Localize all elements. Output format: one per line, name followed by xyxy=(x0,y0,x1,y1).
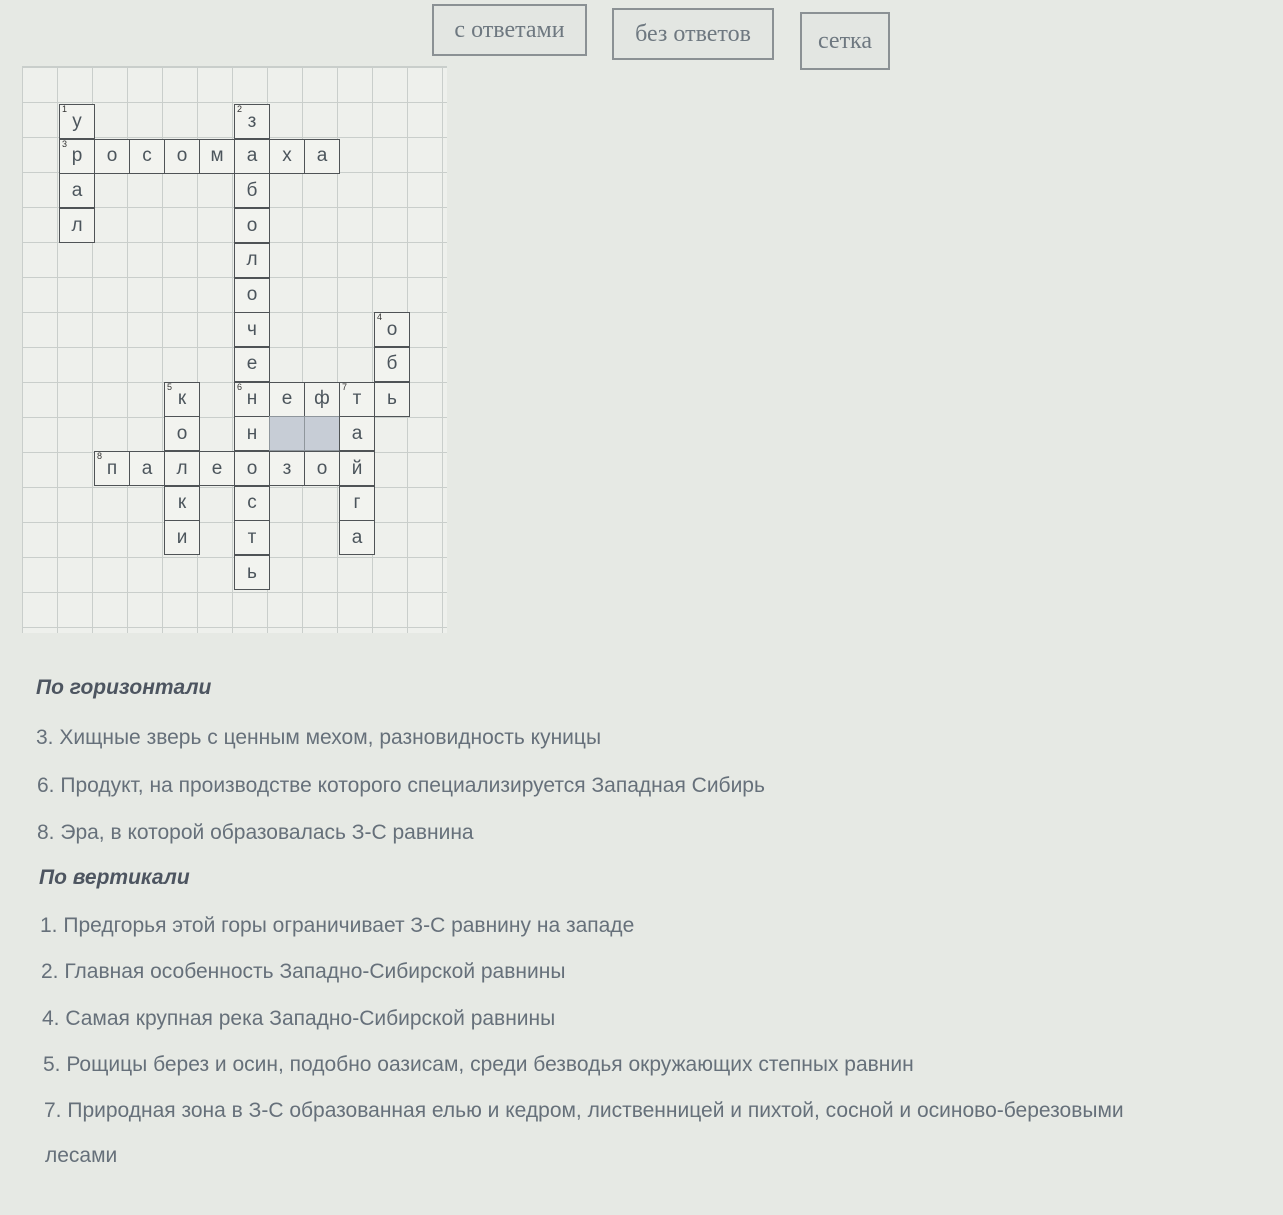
cell-letter: е xyxy=(281,388,293,410)
cell-letter: ь xyxy=(247,561,257,583)
crossword-grid xyxy=(22,66,447,633)
clue-across-3: 3. Хищные зверь с ценным мехом, разновидность куницы xyxy=(36,726,602,749)
cell-letter: и xyxy=(176,526,188,548)
cell-letter: н xyxy=(246,422,258,444)
crossword-cell[interactable] xyxy=(234,555,270,590)
crossword-cell[interactable] xyxy=(339,451,375,486)
crossword-cell[interactable] xyxy=(339,520,375,555)
crossword-cell[interactable] xyxy=(164,486,200,521)
cell-letter: о xyxy=(246,214,258,236)
cell-letter: о xyxy=(176,422,188,444)
clue-down-1: 1. Предгорья этой горы ограничивает З-С равнину на западе xyxy=(40,914,635,937)
cell-letter: л xyxy=(71,214,83,236)
cell-letter: п xyxy=(106,457,118,479)
cell-letter: с xyxy=(142,145,152,167)
cell-letter: а xyxy=(351,526,363,548)
clue-across-8: 8. Эра, в которой образовалась З-С равнина xyxy=(37,821,474,844)
crossword-cell[interactable] xyxy=(199,451,235,486)
crossword-cell[interactable] xyxy=(59,104,95,139)
cell-letter: о xyxy=(246,284,258,305)
crossword-cell[interactable] xyxy=(304,382,340,417)
clue-down-2: 2. Главная особенность Западно-Сибирской равнины xyxy=(41,960,566,983)
crossword-cell[interactable] xyxy=(234,173,270,208)
crossword-cell[interactable] xyxy=(339,416,375,451)
cell-letter: а xyxy=(71,179,83,201)
cell-letter: й xyxy=(351,457,363,479)
crossword-cell[interactable] xyxy=(269,139,305,174)
cell-letter: з xyxy=(247,110,257,132)
crossword-cell[interactable] xyxy=(199,139,235,174)
cell-letter: а xyxy=(351,422,363,444)
crossword-cell[interactable] xyxy=(164,451,200,486)
crossword-cell[interactable] xyxy=(234,278,270,313)
crossword-cell[interactable] xyxy=(164,416,200,451)
cell-letter: с xyxy=(247,492,257,514)
cell-letter: е xyxy=(246,353,258,375)
crossword-cell[interactable] xyxy=(304,451,340,486)
cell-letter: г xyxy=(353,492,361,514)
cell-letter: о xyxy=(386,318,398,340)
crossword-cell[interactable] xyxy=(59,139,95,174)
crossword-cell[interactable] xyxy=(374,312,410,347)
cell-letter: о xyxy=(176,145,188,167)
crossword-cell[interactable] xyxy=(129,451,165,486)
crossword-cell[interactable] xyxy=(339,382,375,417)
clue-down-4: 4. Самая крупная река Западно-Сибирской равнины xyxy=(42,1007,556,1030)
crossword-cell[interactable] xyxy=(269,382,305,417)
without-answers-button[interactable]: без ответов xyxy=(612,8,774,60)
cell-letter: б xyxy=(246,179,258,201)
clue-number: 5 xyxy=(167,381,173,392)
clue-down-7: 7. Природная зона в З-С образованная елью и кедром, лиственницей и пихтой, сосной и осиново-березовыми xyxy=(44,1099,1124,1122)
cell-letter: л xyxy=(246,249,258,271)
crossword-cell[interactable] xyxy=(374,382,410,417)
cell-letter: о xyxy=(246,457,258,479)
crossword-cell[interactable] xyxy=(234,243,270,278)
cell-letter: л xyxy=(176,457,188,479)
down-heading: По вертикали xyxy=(39,866,190,889)
cell-letter: ь xyxy=(387,388,397,410)
cell-letter: а xyxy=(316,145,328,167)
crossword-cell[interactable] xyxy=(94,139,130,174)
cell-letter: н xyxy=(246,388,258,410)
crossword-cell[interactable] xyxy=(164,382,200,417)
cell-letter: т xyxy=(247,526,257,548)
cell-letter: к xyxy=(177,492,187,514)
clue-number: 6 xyxy=(237,381,243,392)
crossword-cell[interactable] xyxy=(234,486,270,521)
crossword-cell[interactable] xyxy=(59,208,95,243)
crossword-cell[interactable] xyxy=(234,451,270,486)
crossword-cell[interactable] xyxy=(339,486,375,521)
crossword-cell[interactable] xyxy=(234,520,270,555)
cell-letter: а xyxy=(141,457,153,479)
cell-letter: о xyxy=(106,145,118,167)
crossword-cell[interactable] xyxy=(234,139,270,174)
crossword-cell[interactable] xyxy=(234,208,270,243)
cell-letter: з xyxy=(282,457,292,479)
crossword-cell[interactable] xyxy=(234,104,270,139)
across-heading: По горизонтали xyxy=(36,676,212,699)
clue-across-6: 6. Продукт, на производстве которого специализируется Западная Сибирь xyxy=(37,774,765,797)
crossword-cell[interactable] xyxy=(94,451,130,486)
crossword-cell-blank[interactable] xyxy=(304,416,340,451)
toolbar xyxy=(0,0,1283,70)
crossword-cell[interactable] xyxy=(234,312,270,347)
cell-letter: ф xyxy=(314,388,330,410)
cell-letter: б xyxy=(386,353,398,375)
clue-down-7-continued: лесами xyxy=(45,1144,118,1167)
cell-letter: х xyxy=(282,145,292,167)
clue-number: 7 xyxy=(342,381,348,392)
clue-number: 2 xyxy=(237,104,243,114)
crossword-cell-blank[interactable] xyxy=(269,416,305,451)
cell-letter: у xyxy=(72,110,82,132)
clue-down-5: 5. Рощицы берез и осин, подобно оазисам, среди безводья окружающих степных равнин xyxy=(43,1053,914,1076)
cell-letter: о xyxy=(316,457,328,479)
cell-letter: м xyxy=(210,145,224,167)
crossword-cell[interactable] xyxy=(234,382,270,417)
crossword-cell[interactable] xyxy=(234,347,270,382)
clue-number: 8 xyxy=(97,451,103,461)
cell-letter: а xyxy=(246,145,258,167)
grid-button[interactable]: сетка xyxy=(800,12,890,70)
crossword-cell[interactable] xyxy=(234,416,270,451)
crossword-cell[interactable] xyxy=(59,173,95,208)
cell-letter: р xyxy=(71,145,83,167)
cell-letter: е xyxy=(211,457,223,479)
crossword-cell[interactable] xyxy=(269,451,305,486)
crossword-cell[interactable] xyxy=(164,520,200,555)
with-answers-button[interactable]: с ответами xyxy=(432,4,587,56)
cell-letter: к xyxy=(177,388,187,410)
clue-number: 3 xyxy=(62,138,68,149)
clue-number: 4 xyxy=(377,312,383,323)
crossword-cell[interactable] xyxy=(304,139,340,174)
clue-number: 1 xyxy=(62,104,68,114)
cell-letter: ч xyxy=(247,318,257,340)
crossword-cell[interactable] xyxy=(129,139,165,174)
cell-letter: т xyxy=(352,388,362,410)
crossword-cell[interactable] xyxy=(164,139,200,174)
crossword-cell[interactable] xyxy=(374,347,410,382)
